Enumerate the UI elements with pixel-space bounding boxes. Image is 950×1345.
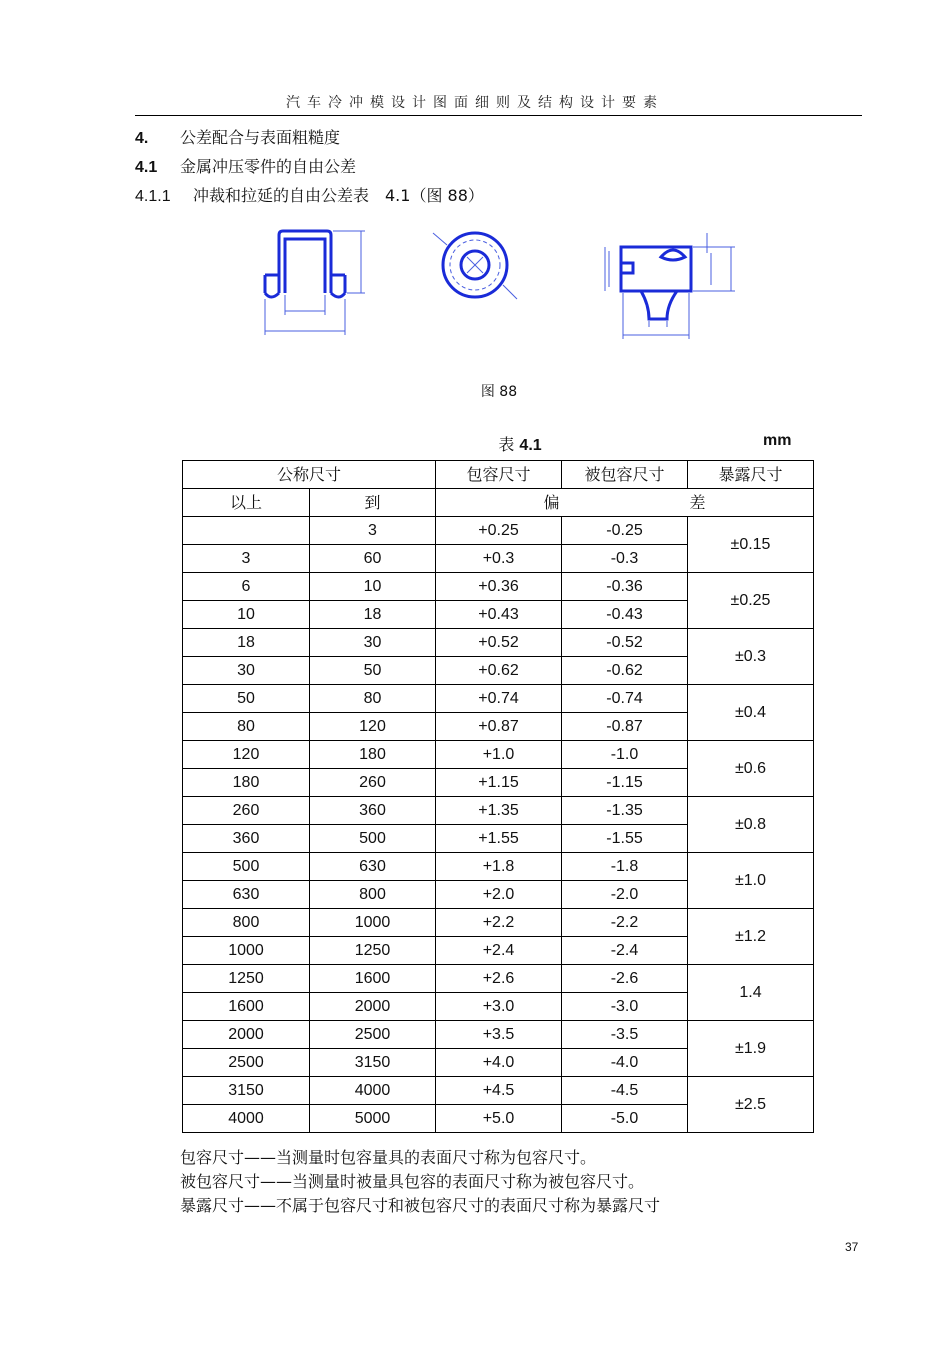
part-drawings <box>241 223 753 350</box>
cell-to: 360 <box>310 797 436 825</box>
cell-inclusive-dev: +1.8 <box>436 853 562 881</box>
running-header: 汽车冷冲模设计图面细则及结构设计要素 <box>286 95 664 111</box>
section-number: 4.1 <box>135 159 158 176</box>
header-included: 被包容尺寸 <box>562 461 688 489</box>
cell-included-dev: -1.55 <box>562 825 688 853</box>
table-row <box>183 741 814 769</box>
cell-above: 3 <box>183 545 310 573</box>
figure-88-drawings <box>241 223 753 350</box>
cell-to: 80 <box>310 685 436 713</box>
cell-to: 2500 <box>310 1021 436 1049</box>
cell-inclusive-dev: +0.36 <box>436 573 562 601</box>
cell-above: 3150 <box>183 1077 310 1105</box>
cell-included-dev: -0.43 <box>562 601 688 629</box>
table-row <box>183 685 814 713</box>
cell-above: 800 <box>183 909 310 937</box>
table-row <box>183 517 814 545</box>
cell-inclusive-dev: +1.55 <box>436 825 562 853</box>
section-heading-4-1-1 <box>135 183 484 206</box>
header-deviation <box>436 489 814 517</box>
cell-exposed-tolerance: ±1.2 <box>688 909 814 965</box>
cell-exposed-tolerance: ±0.4 <box>688 685 814 741</box>
cell-above: 50 <box>183 685 310 713</box>
cell-above: 260 <box>183 797 310 825</box>
table-row <box>183 1077 814 1105</box>
figure-caption: 图 88 <box>480 384 518 400</box>
cell-above: 120 <box>183 741 310 769</box>
cell-inclusive-dev: +1.0 <box>436 741 562 769</box>
cell-inclusive-dev: +5.0 <box>436 1105 562 1133</box>
cell-included-dev: -2.0 <box>562 881 688 909</box>
cell-inclusive-dev: +0.74 <box>436 685 562 713</box>
table-title-prefix: 表 <box>498 435 520 454</box>
cell-above: 18 <box>183 629 310 657</box>
cell-above: 1250 <box>183 965 310 993</box>
cell-included-dev: -4.0 <box>562 1049 688 1077</box>
cell-included-dev: -3.0 <box>562 993 688 1021</box>
cell-included-dev: -1.0 <box>562 741 688 769</box>
cell-to: 800 <box>310 881 436 909</box>
section-title: 冲裁和拉延的自由公差表 4.1（图 88） <box>193 186 484 205</box>
cell-included-dev: -0.52 <box>562 629 688 657</box>
cell-to: 2000 <box>310 993 436 1021</box>
cell-above: 1000 <box>183 937 310 965</box>
cell-included-dev: -0.62 <box>562 657 688 685</box>
table-unit: mm <box>763 432 792 449</box>
header-deviation-2: 差 <box>689 493 706 512</box>
cell-above: 1600 <box>183 993 310 1021</box>
cell-inclusive-dev: +0.87 <box>436 713 562 741</box>
cell-inclusive-dev: +0.62 <box>436 657 562 685</box>
cell-inclusive-dev: +0.52 <box>436 629 562 657</box>
table-subheader-row <box>183 489 814 517</box>
cell-exposed-tolerance: ±2.5 <box>688 1077 814 1133</box>
cell-to: 30 <box>310 629 436 657</box>
drawn-cup-part <box>265 231 345 297</box>
cell-inclusive-dev: +2.2 <box>436 909 562 937</box>
cell-exposed-tolerance: ±0.15 <box>688 517 814 573</box>
cell-to: 18 <box>310 601 436 629</box>
header-deviation-1: 偏 <box>543 493 560 512</box>
cell-to: 180 <box>310 741 436 769</box>
cell-to: 50 <box>310 657 436 685</box>
section-title: 公差配合与表面粗糙度 <box>180 128 341 147</box>
section-heading-4-1 <box>135 154 356 177</box>
header-to: 到 <box>310 489 436 517</box>
cell-included-dev: -5.0 <box>562 1105 688 1133</box>
cell-to: 120 <box>310 713 436 741</box>
section-number: 4.1.1 <box>135 188 171 205</box>
cell-inclusive-dev: +3.5 <box>436 1021 562 1049</box>
definition-notes <box>180 1146 660 1218</box>
cell-inclusive-dev: +4.0 <box>436 1049 562 1077</box>
cell-included-dev: -0.25 <box>562 517 688 545</box>
cell-included-dev: -1.35 <box>562 797 688 825</box>
cell-included-dev: -4.5 <box>562 1077 688 1105</box>
table-row <box>183 629 814 657</box>
cell-above: 6 <box>183 573 310 601</box>
header-above: 以上 <box>183 489 310 517</box>
cell-included-dev: -0.3 <box>562 545 688 573</box>
cell-above: 10 <box>183 601 310 629</box>
cell-to: 3150 <box>310 1049 436 1077</box>
cell-above: 180 <box>183 769 310 797</box>
page-number: 37 <box>845 1240 859 1254</box>
cell-to: 1000 <box>310 909 436 937</box>
cell-above: 30 <box>183 657 310 685</box>
cell-exposed-tolerance: ±0.25 <box>688 573 814 629</box>
table-row <box>183 909 814 937</box>
cell-to: 5000 <box>310 1105 436 1133</box>
cell-included-dev: -2.2 <box>562 909 688 937</box>
cell-inclusive-dev: +2.0 <box>436 881 562 909</box>
cell-included-dev: -0.74 <box>562 685 688 713</box>
cell-included-dev: -1.8 <box>562 853 688 881</box>
section-number: 4. <box>135 130 149 147</box>
cell-included-dev: -0.36 <box>562 573 688 601</box>
header-rule <box>135 115 862 116</box>
cell-to: 500 <box>310 825 436 853</box>
cell-to: 1600 <box>310 965 436 993</box>
cell-included-dev: -1.15 <box>562 769 688 797</box>
cell-inclusive-dev: +2.6 <box>436 965 562 993</box>
tolerance-table <box>182 460 814 1133</box>
header-nominal: 公称尺寸 <box>183 461 436 489</box>
cell-to: 10 <box>310 573 436 601</box>
table-row <box>183 965 814 993</box>
note-exposed: 暴露尺寸——不属于包容尺寸和被包容尺寸的表面尺寸称为暴露尺寸 <box>180 1196 661 1215</box>
table-title <box>0 432 950 455</box>
table-row <box>183 573 814 601</box>
header-exposed: 暴露尺寸 <box>688 461 814 489</box>
cell-above <box>183 517 310 545</box>
cell-to: 3 <box>310 517 436 545</box>
cell-to: 4000 <box>310 1077 436 1105</box>
cell-above: 630 <box>183 881 310 909</box>
cell-exposed-tolerance: ±0.6 <box>688 741 814 797</box>
cell-included-dev: -3.5 <box>562 1021 688 1049</box>
cell-above: 2000 <box>183 1021 310 1049</box>
cell-above: 360 <box>183 825 310 853</box>
note-included: 被包容尺寸——当测量时被量具包容的表面尺寸称为被包容尺寸。 <box>180 1172 645 1191</box>
cell-inclusive-dev: +0.43 <box>436 601 562 629</box>
cell-above: 4000 <box>183 1105 310 1133</box>
cell-exposed-tolerance: ±1.0 <box>688 853 814 909</box>
cell-inclusive-dev: +0.25 <box>436 517 562 545</box>
cell-above: 500 <box>183 853 310 881</box>
cell-inclusive-dev: +2.4 <box>436 937 562 965</box>
cell-to: 60 <box>310 545 436 573</box>
cell-exposed-tolerance: ±1.9 <box>688 1021 814 1077</box>
cell-exposed-tolerance: 1.4 <box>688 965 814 1021</box>
cell-inclusive-dev: +4.5 <box>436 1077 562 1105</box>
t-section-part <box>621 247 691 319</box>
cell-above: 80 <box>183 713 310 741</box>
cell-included-dev: -2.4 <box>562 937 688 965</box>
table-row <box>183 853 814 881</box>
cell-above: 2500 <box>183 1049 310 1077</box>
cell-inclusive-dev: +1.15 <box>436 769 562 797</box>
cell-inclusive-dev: +0.3 <box>436 545 562 573</box>
section-title: 金属冲压零件的自由公差 <box>180 157 357 176</box>
cell-to: 630 <box>310 853 436 881</box>
section-heading-4 <box>135 125 340 148</box>
note-inclusive: 包容尺寸——当测量时包容量具的表面尺寸称为包容尺寸。 <box>180 1148 597 1167</box>
cell-inclusive-dev: +3.0 <box>436 993 562 1021</box>
cell-included-dev: -0.87 <box>562 713 688 741</box>
table-row <box>183 1021 814 1049</box>
cell-exposed-tolerance: ±0.8 <box>688 797 814 853</box>
header-inclusive: 包容尺寸 <box>436 461 562 489</box>
cell-to: 1250 <box>310 937 436 965</box>
cell-to: 260 <box>310 769 436 797</box>
table-row <box>183 797 814 825</box>
cell-inclusive-dev: +1.35 <box>436 797 562 825</box>
table-header-row <box>183 461 814 489</box>
table-number: 4.1 <box>519 437 542 454</box>
cell-included-dev: -2.6 <box>562 965 688 993</box>
cell-exposed-tolerance: ±0.3 <box>688 629 814 685</box>
